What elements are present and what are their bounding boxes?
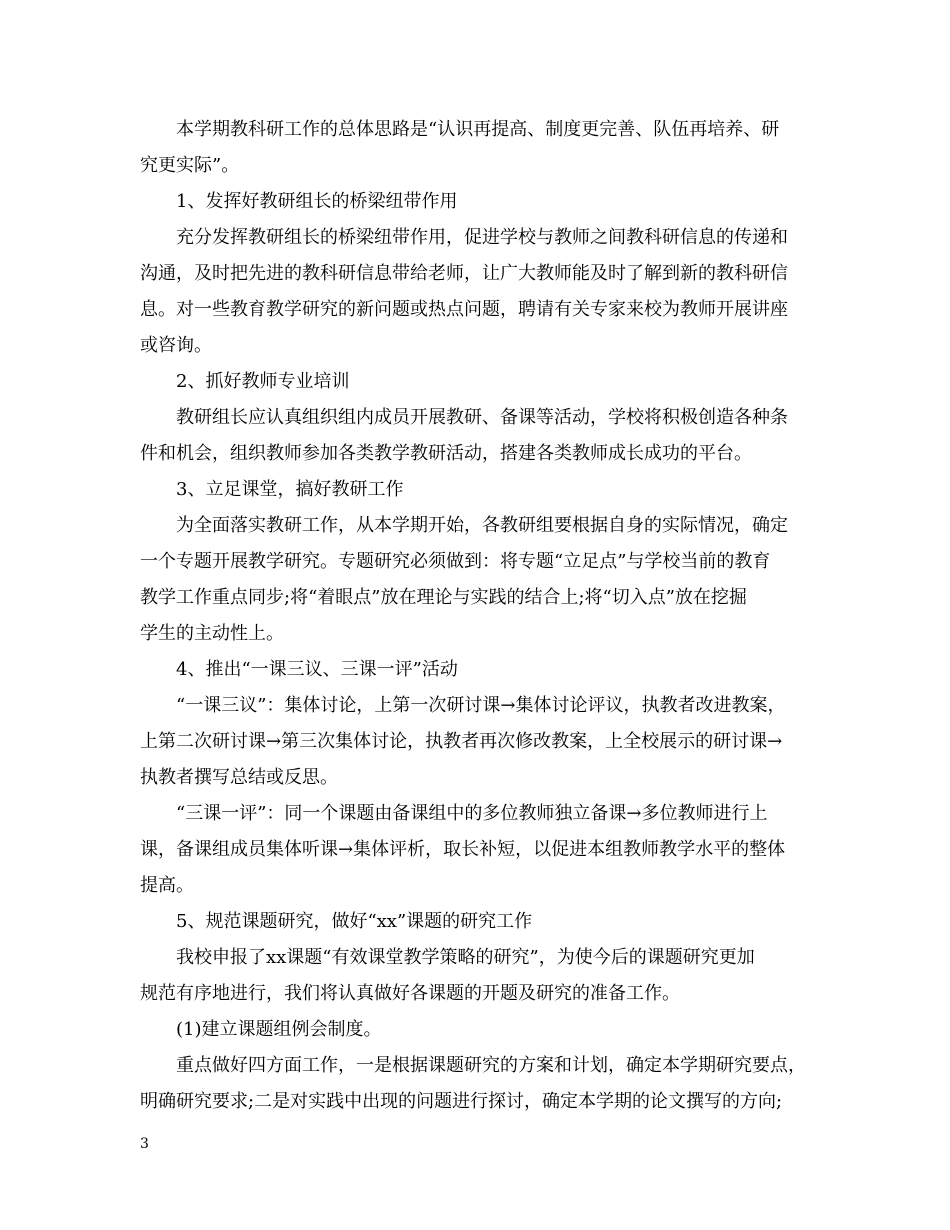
- text-line: 沟通，及时把先进的教科研信息带给老师，让广大教师能及时了解到新的教科研信: [140, 263, 788, 284]
- text-line: “一课三议”：集体讨论，上第一次研讨课→集体讨论评议，执教者改进教案，: [176, 695, 786, 716]
- text-line: 课，备课组成员集体听课→集体评析，取长补短，以促进本组教师教学水平的整体: [140, 839, 786, 860]
- text-line: 执教者撰写总结或反思。: [140, 767, 338, 788]
- section-heading: 1、发挥好教研组长的桥梁纽带作用: [176, 191, 458, 212]
- text-line: 教研组长应认真组织组内成员开展教研、备课等活动，学校将积极创造各种条: [176, 407, 788, 428]
- text-line: 学生的主动性上。: [140, 623, 284, 644]
- text-line: 规范有序地进行，我们将认真做好各课题的开题及研究的准备工作。: [140, 983, 680, 1004]
- text-line: 教学工作重点同步;将“着眼点”放在理论与实践的结合上;将“切入点”放在挖掘: [140, 587, 747, 608]
- text-line: 充分发挥教研组长的桥梁纽带作用，促进学校与教师之间教科研信息的传递和: [176, 227, 788, 248]
- text-line: 我校申报了xx课题“有效课堂教学策略的研究”，为使今后的课题研究更加: [176, 947, 755, 968]
- section-heading: 4、推出“一课三议、三课一评”活动: [176, 659, 458, 680]
- page-number: 3: [140, 1136, 149, 1152]
- text-line: 或咨询。: [140, 335, 212, 356]
- text-line: 件和机会，组织教师参加各类教学教研活动，搭建各类教师成长成功的平台。: [140, 443, 752, 464]
- text-line: 息。对一些教育教学研究的新问题或热点问题，聘请有关专家来校为教师开展讲座: [140, 299, 788, 320]
- sub-heading: (1)建立课题组例会制度。: [176, 1019, 382, 1040]
- text-line: 上第二次研讨课→第三次集体讨论，执教者再次修改教案，上全校展示的研讨课→: [140, 731, 783, 752]
- section-heading: 3、立足课堂，搞好教研工作: [176, 479, 404, 500]
- text-line: “三课一评”：同一个课题由备课组中的多位教师独立备课→多位教师进行上: [176, 803, 768, 824]
- section-heading: 2、抓好教师专业培训: [176, 371, 350, 392]
- text-line: 本学期教科研工作的总体思路是“认识再提高、制度更完善、队伍再培养、研: [176, 119, 780, 140]
- text-line: 究更实际”。: [140, 155, 240, 176]
- text-line: 重点做好四方面工作，一是根据课题研究的方案和计划，确定本学期研究要点，: [176, 1055, 806, 1076]
- text-line: 一个专题开展教学研究。专题研究必须做到：将专题“立足点”与学校当前的教育: [140, 551, 771, 572]
- section-heading: 5、规范课题研究，做好“xx”课题的研究工作: [176, 911, 533, 932]
- text-line: 提高。: [140, 875, 194, 896]
- text-line: 明确研究要求;二是对实践中出现的问题进行探讨，确定本学期的论文撰写的方向;: [140, 1091, 783, 1112]
- text-line: 为全面落实教研工作，从本学期开始，各教研组要根据自身的实际情况，确定: [176, 515, 788, 536]
